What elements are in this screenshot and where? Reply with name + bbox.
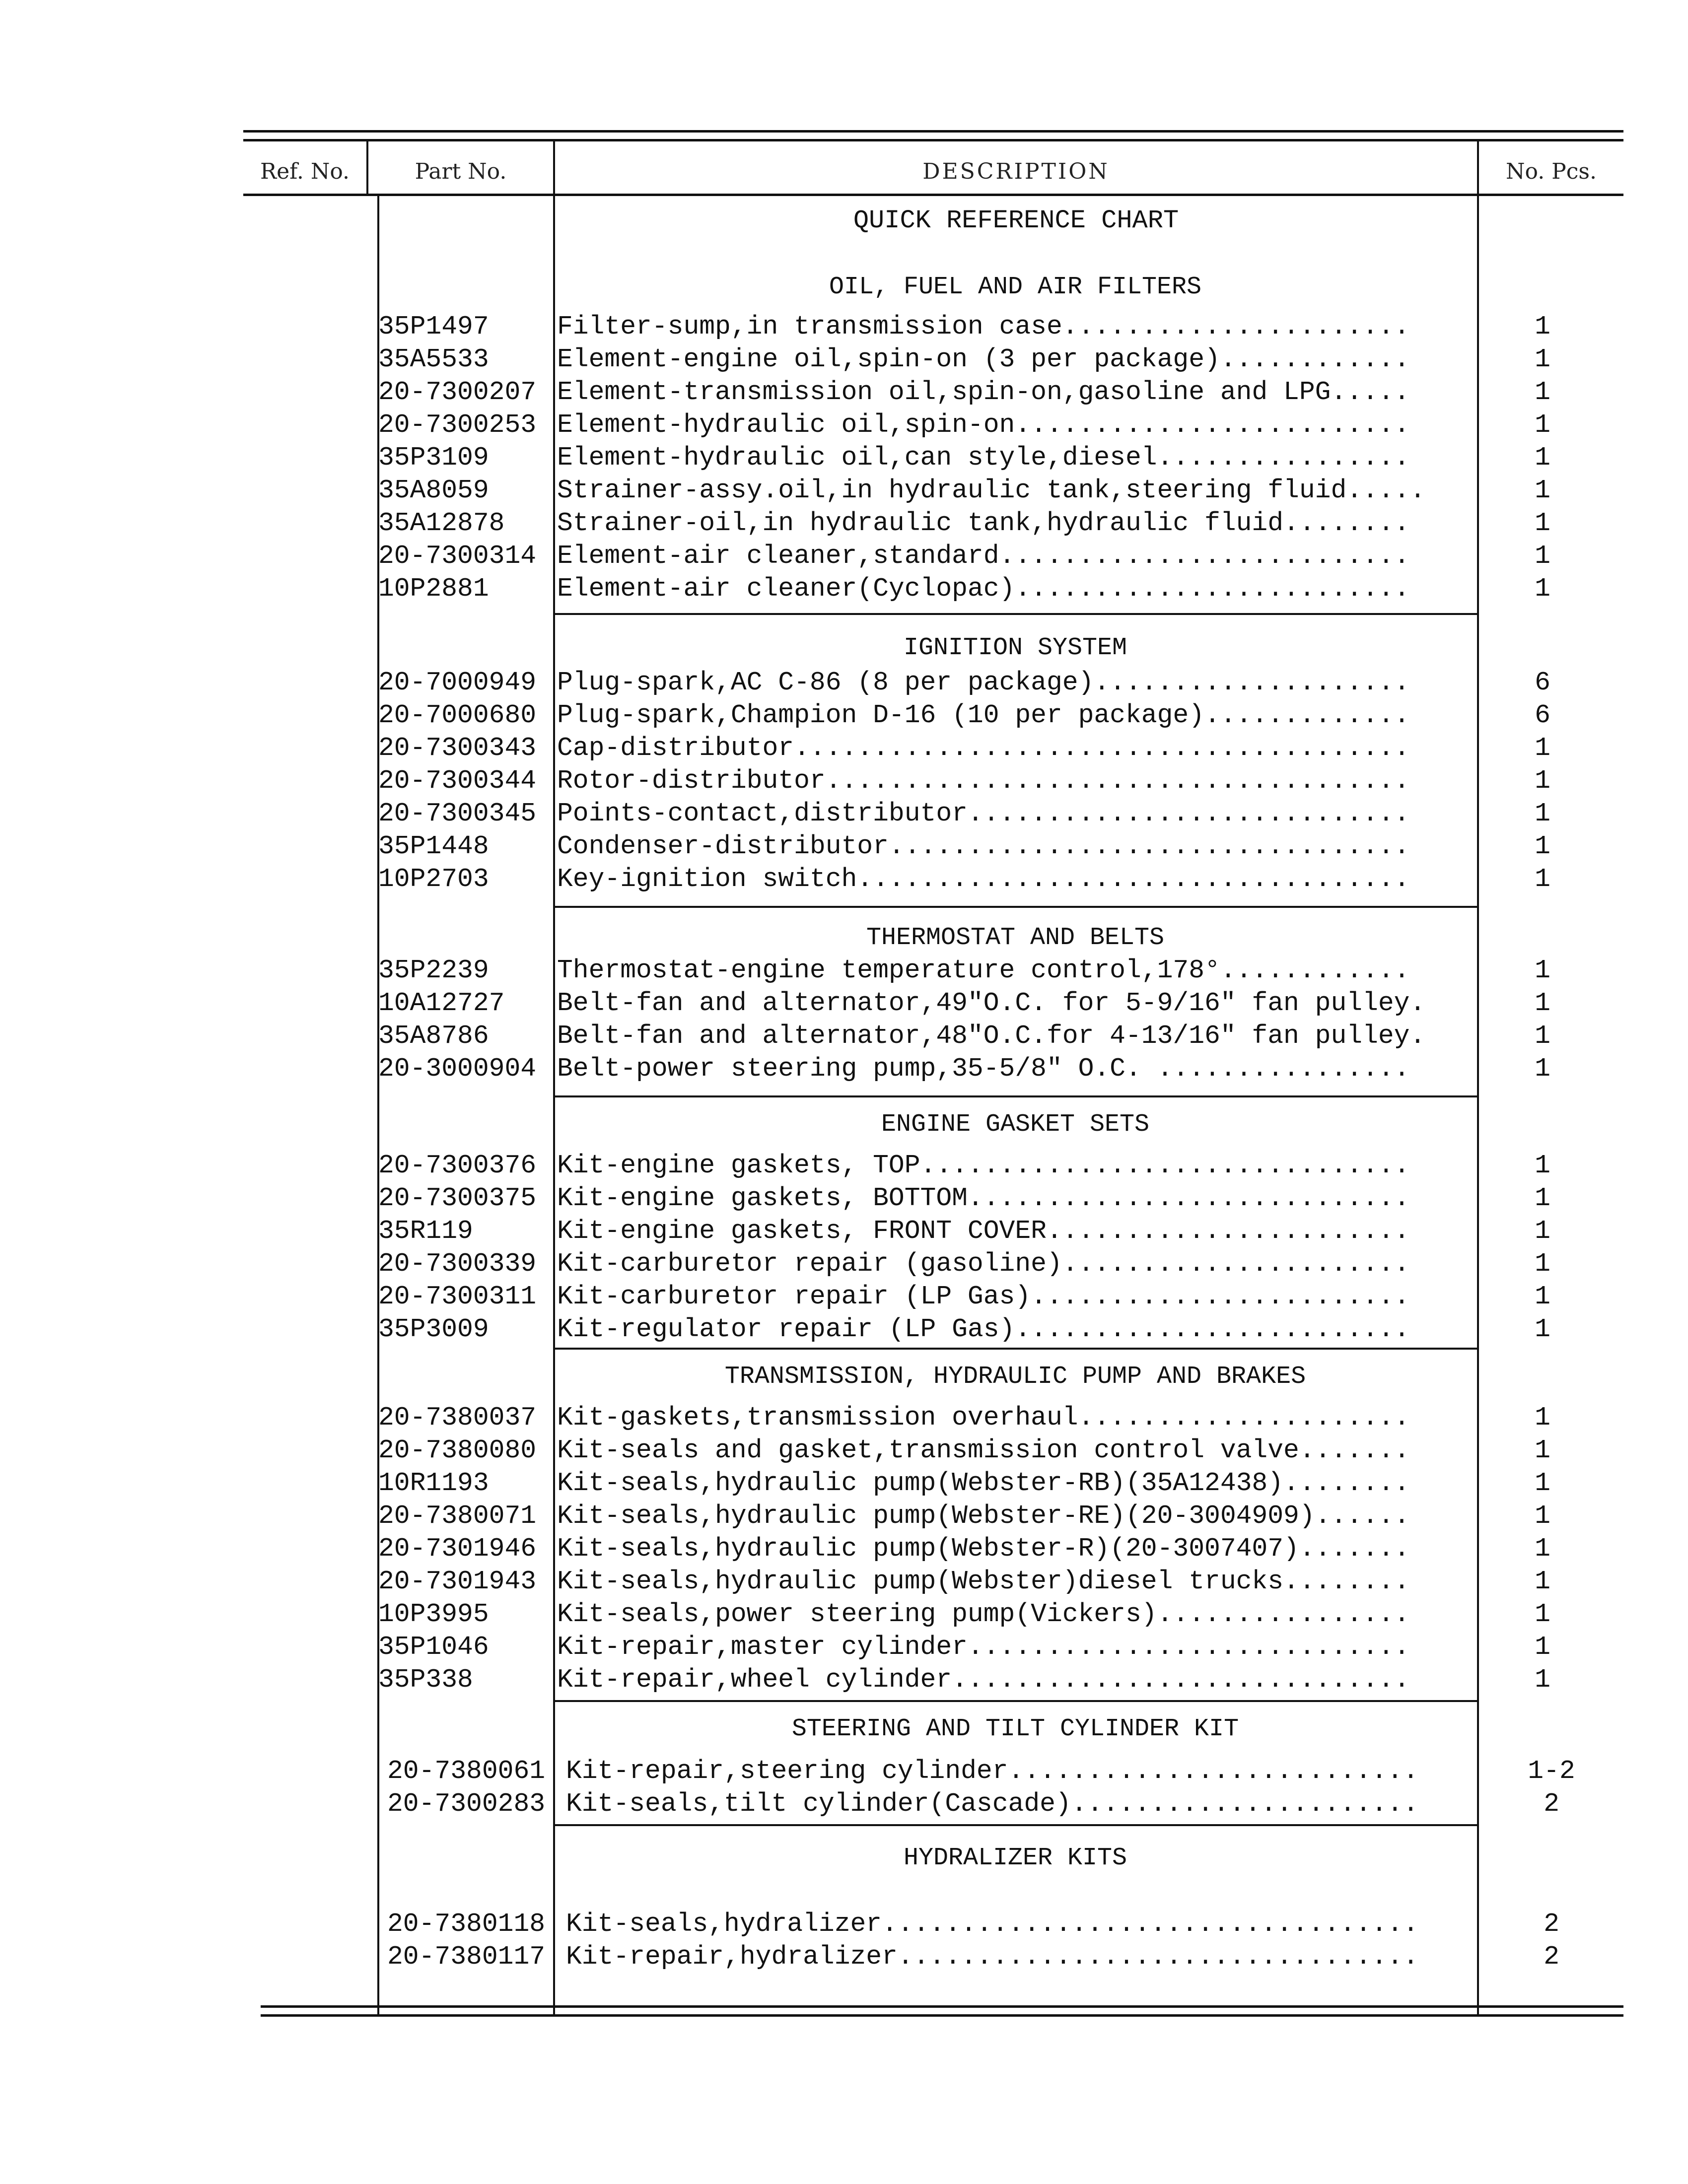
chart-title: QUICK REFERENCE CHART (853, 206, 1179, 235)
part-row (378, 377, 1624, 410)
top-rule-outer (243, 130, 1623, 133)
part-row (378, 1534, 1624, 1567)
part-description: Kit-repair,steering cylinder.......................... (566, 1756, 1419, 1786)
part-quantity: 1 (1535, 1632, 1550, 1662)
part-row (378, 1468, 1624, 1501)
part-description: Kit-repair,hydralizer................................. (566, 1942, 1419, 1972)
part-quantity: 1 (1535, 766, 1550, 796)
part-quantity: 1 (1535, 1216, 1550, 1246)
part-number: 20-7300345 (378, 799, 537, 828)
part-description: Rotor-distributor..................................... (557, 766, 1410, 796)
part-number: 20-7380061 (387, 1756, 546, 1786)
part-row (387, 1942, 1633, 1975)
part-number: 10A12727 (378, 988, 505, 1018)
part-number: 35A5533 (378, 344, 489, 374)
part-row (378, 988, 1624, 1021)
part-row (378, 831, 1624, 864)
part-row (378, 1567, 1624, 1599)
part-quantity: 1 (1535, 312, 1550, 341)
part-row (378, 766, 1624, 799)
part-number: 35P1497 (378, 312, 489, 341)
part-row (378, 799, 1624, 831)
part-description: Belt-power steering pump,35-5/8" O.C. ................ (557, 1054, 1410, 1084)
part-quantity: 2 (1544, 1942, 1559, 1972)
part-description: Kit-seals,tilt cylinder(Cascade)...................... (566, 1789, 1419, 1819)
part-row (387, 1756, 1633, 1789)
part-description: Filter-sump,in transmission case...................... (557, 312, 1410, 341)
part-number: 20-7380117 (387, 1942, 546, 1972)
part-quantity: 1 (1535, 1054, 1550, 1084)
part-quantity: 1 (1535, 1534, 1550, 1564)
part-quantity: 1 (1535, 476, 1550, 505)
part-number: 10P2881 (378, 574, 489, 604)
part-number: 20-7300283 (387, 1789, 546, 1819)
part-row (378, 1501, 1624, 1534)
part-row (378, 1249, 1624, 1282)
part-description: Element-hydraulic oil,can style,diesel................ (557, 443, 1410, 473)
part-quantity: 1 (1535, 344, 1550, 374)
part-number: 20-7301946 (378, 1534, 537, 1564)
part-row (378, 1314, 1624, 1347)
header-ref-no: Ref. No. (260, 158, 350, 184)
section-title: TRANSMISSION, HYDRAULIC PUMP AND BRAKES (724, 1363, 1306, 1391)
part-number: 20-7380037 (378, 1403, 537, 1433)
part-row (378, 1054, 1624, 1087)
part-number: 20-3000904 (378, 1054, 537, 1084)
part-quantity: 1 (1535, 541, 1550, 571)
part-row (378, 1632, 1624, 1665)
part-description: Element-air cleaner,standard.......................... (557, 541, 1410, 571)
part-row (378, 1282, 1624, 1314)
part-description: Belt-fan and alternator,48"O.C.for 4-13/16" fan pulley. (557, 1021, 1426, 1051)
part-row (378, 1403, 1624, 1435)
part-row (378, 574, 1624, 607)
part-description: Kit-seals and gasket,transmission control valve....... (557, 1435, 1410, 1465)
part-description: Kit-repair,master cylinder............................ (557, 1632, 1410, 1662)
section-title: STEERING AND TILT CYLINDER KIT (791, 1715, 1239, 1743)
part-quantity: 1 (1535, 1501, 1550, 1531)
part-number: 20-7300376 (378, 1151, 537, 1180)
part-number: 20-7000949 (378, 668, 537, 697)
part-number: 20-7000680 (378, 700, 537, 730)
part-row (378, 864, 1624, 897)
part-number: 35P1046 (378, 1632, 489, 1662)
section-title: HYDRALIZER KITS (903, 1844, 1127, 1872)
part-description: Kit-seals,hydraulic pump(Webster)diesel trucks........ (557, 1567, 1410, 1596)
part-row (378, 1151, 1624, 1183)
part-quantity: 1 (1535, 799, 1550, 828)
part-quantity: 6 (1535, 668, 1550, 697)
part-quantity: 1 (1535, 1183, 1550, 1213)
part-number: 35R119 (378, 1216, 473, 1246)
part-number: 20-7300375 (378, 1183, 537, 1213)
part-description: Plug-spark,AC C-86 (8 per package).................... (557, 668, 1410, 697)
part-quantity: 1 (1535, 1282, 1550, 1311)
part-description: Kit-seals,hydraulic pump(Webster-RB)(35A12438)........ (557, 1468, 1410, 1498)
part-description: Belt-fan and alternator,49"O.C. for 5-9/16" fan pulley. (557, 988, 1426, 1018)
part-number: 10P3995 (378, 1599, 489, 1629)
part-quantity: 6 (1535, 700, 1550, 730)
part-quantity: 1 (1535, 377, 1550, 407)
part-number: 20-7300339 (378, 1249, 537, 1279)
part-description: Element-hydraulic oil,spin-on......................... (557, 410, 1410, 440)
part-row (378, 1665, 1624, 1698)
part-number: 20-7300253 (378, 410, 537, 440)
bottom-rule-outer (261, 2014, 1623, 2017)
header-rule (243, 194, 1623, 196)
part-row (378, 476, 1624, 508)
part-row (378, 541, 1624, 574)
part-number: 10R1193 (378, 1468, 489, 1498)
part-description: Kit-carburetor repair (LP Gas)........................ (557, 1282, 1410, 1311)
part-row (378, 344, 1624, 377)
part-quantity: 1 (1535, 410, 1550, 440)
part-quantity: 1 (1535, 1151, 1550, 1180)
part-row (378, 668, 1624, 700)
part-quantity: 1 (1535, 508, 1550, 538)
part-description: Plug-spark,Champion D-16 (10 per package)............. (557, 700, 1410, 730)
part-description: Kit-repair,wheel cylinder............................. (557, 1665, 1410, 1695)
part-number: 35P2239 (378, 956, 489, 985)
part-quantity: 1 (1535, 1314, 1550, 1344)
part-number: 20-7300344 (378, 766, 537, 796)
part-number: 10P2703 (378, 864, 489, 894)
bottom-rule-inner (261, 2005, 1623, 2008)
part-description: Cap-distributor....................................... (557, 733, 1410, 763)
part-description: Strainer-oil,in hydraulic tank,hydraulic fluid........ (557, 508, 1410, 538)
part-number: 35A12878 (378, 508, 505, 538)
part-quantity: 1 (1535, 1435, 1550, 1465)
part-description: Kit-seals,hydraulic pump(Webster-RE)(20-3004909)...... (557, 1501, 1410, 1531)
part-number: 35P3009 (378, 1314, 489, 1344)
part-number: 20-7301943 (378, 1567, 537, 1596)
part-row (378, 733, 1624, 766)
part-quantity: 1 (1535, 1021, 1550, 1051)
part-number: 35P3109 (378, 443, 489, 473)
part-description: Points-contact,distributor............................ (557, 799, 1410, 828)
part-quantity: 1 (1535, 733, 1550, 763)
part-row (378, 1183, 1624, 1216)
part-description: Condenser-distributor................................. (557, 831, 1410, 861)
part-row (378, 1021, 1624, 1054)
part-quantity: 1 (1535, 988, 1550, 1018)
part-description: Strainer-assy.oil,in hydraulic tank,steering fluid..... (557, 476, 1426, 505)
part-quantity: 1 (1535, 864, 1550, 894)
section-title: THERMOSTAT AND BELTS (866, 924, 1165, 952)
header-part-no: Part No. (415, 158, 507, 184)
part-quantity: 1 (1535, 574, 1550, 604)
part-row (378, 443, 1624, 476)
part-number: 20-7380080 (378, 1435, 537, 1465)
section-title: ENGINE GASKET SETS (881, 1110, 1150, 1139)
header-description: DESCRIPTION (922, 158, 1110, 184)
part-quantity: 2 (1544, 1909, 1559, 1939)
part-description: Element-air cleaner(Cyclopac)......................... (557, 574, 1410, 604)
part-row (378, 508, 1624, 541)
part-description: Thermostat-engine temperature control,178°............ (557, 956, 1410, 985)
part-description: Kit-carburetor repair (gasoline)...................... (557, 1249, 1410, 1279)
part-number: 20-7380118 (387, 1909, 546, 1939)
part-number: 20-7300343 (378, 733, 537, 763)
part-quantity: 1 (1535, 1468, 1550, 1498)
part-row (378, 956, 1624, 988)
part-number: 35A8786 (378, 1021, 489, 1051)
part-number: 20-7380071 (378, 1501, 537, 1531)
part-number: 20-7300207 (378, 377, 537, 407)
part-quantity: 1 (1535, 1249, 1550, 1279)
part-row (387, 1909, 1633, 1942)
part-description: Kit-gaskets,transmission overhaul..................... (557, 1403, 1410, 1433)
part-number: 35A8059 (378, 476, 489, 505)
part-description: Kit-regulator repair (LP Gas)......................... (557, 1314, 1410, 1344)
part-quantity: 1 (1535, 443, 1550, 473)
header-no-pcs: No. Pcs. (1505, 158, 1597, 184)
part-description: Kit-engine gaskets, FRONT COVER....................... (557, 1216, 1410, 1246)
part-description: Key-ignition switch................................... (557, 864, 1410, 894)
part-quantity: 1 (1535, 1403, 1550, 1433)
part-row (378, 700, 1624, 733)
part-number: 35P338 (378, 1665, 473, 1695)
section-title: OIL, FUEL AND AIR FILTERS (829, 273, 1202, 301)
part-row (378, 312, 1624, 344)
part-row (387, 1789, 1633, 1822)
part-number: 20-7300311 (378, 1282, 537, 1311)
part-row (378, 1435, 1624, 1468)
part-number: 20-7300314 (378, 541, 537, 571)
part-description: Element-engine oil,spin-on (3 per package)............ (557, 344, 1410, 374)
part-description: Kit-seals,hydralizer.................................. (566, 1909, 1419, 1939)
part-description: Kit-engine gaskets, BOTTOM............................ (557, 1183, 1410, 1213)
part-row (378, 1599, 1624, 1632)
part-row (378, 1216, 1624, 1249)
part-description: Element-transmission oil,spin-on,gasoline and LPG..... (557, 377, 1410, 407)
section-title: IGNITION SYSTEM (903, 634, 1127, 662)
part-quantity: 1 (1535, 1567, 1550, 1596)
part-number: 35P1448 (378, 831, 489, 861)
part-quantity: 1 (1535, 1665, 1550, 1695)
top-rule-inner (243, 139, 1623, 141)
part-quantity: 1 (1535, 1599, 1550, 1629)
part-quantity: 1 (1535, 831, 1550, 861)
part-description: Kit-seals,power steering pump(Vickers)................ (557, 1599, 1410, 1629)
part-quantity: 1 (1535, 956, 1550, 985)
part-description: Kit-engine gaskets, TOP............................... (557, 1151, 1410, 1180)
part-row (378, 410, 1624, 443)
part-quantity: 1-2 (1528, 1756, 1575, 1786)
part-description: Kit-seals,hydraulic pump(Webster-R)(20-3007407)....... (557, 1534, 1410, 1564)
part-quantity: 2 (1544, 1789, 1559, 1819)
